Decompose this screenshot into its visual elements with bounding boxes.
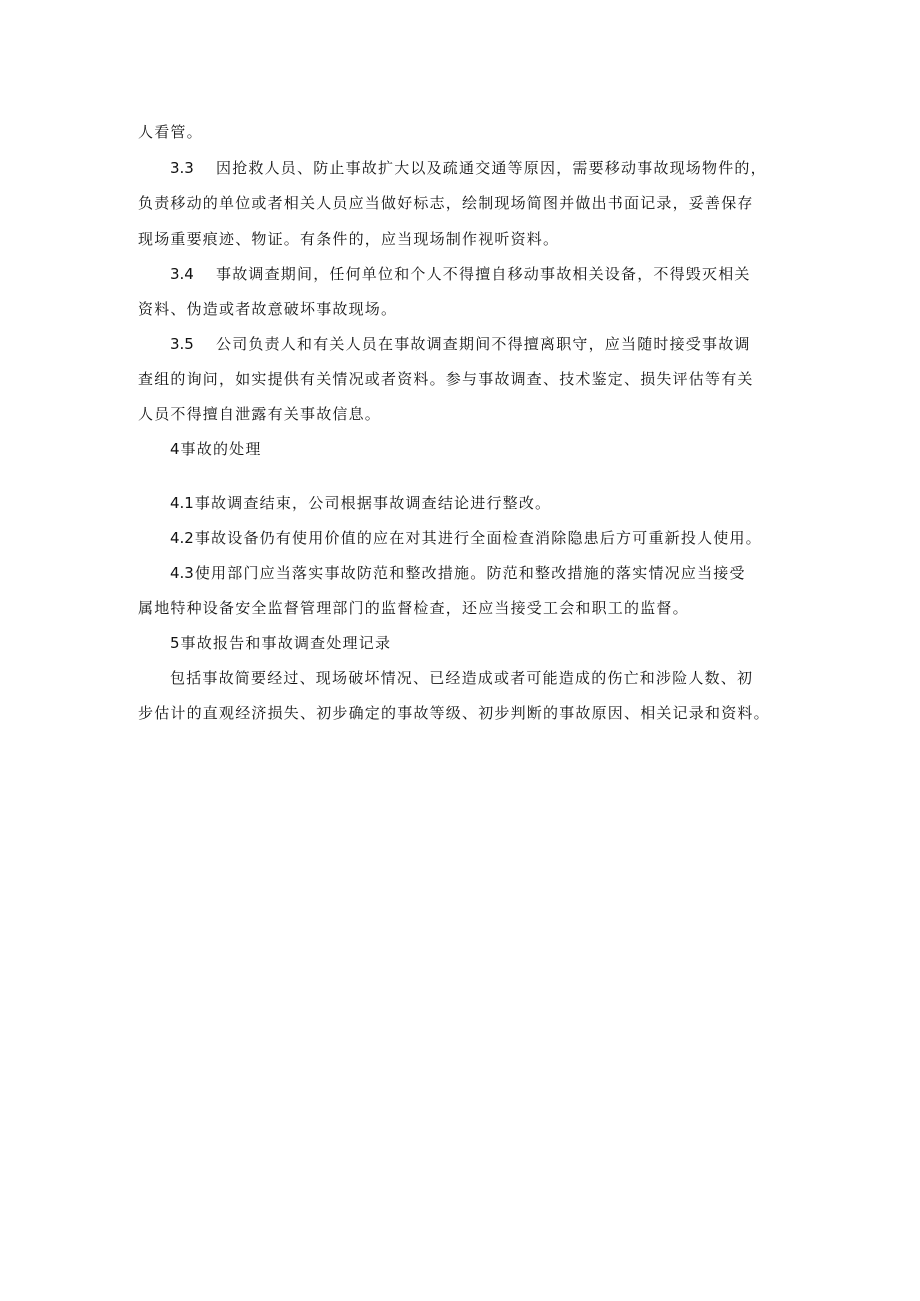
- clause-number: 3.4: [170, 265, 194, 283]
- clause-text: 因抢救人员、防止事故扩大以及疏通交通等原因，需要移动事故现场物件的，: [216, 159, 767, 177]
- clause-4-3-line-1: [170, 563, 746, 583]
- section-title: 事故报告和事故调查处理记录: [180, 634, 392, 652]
- section-5-body-line-2: 步估计的直观经济损失、初步确定的事故等级、初步判断的事故原因、相关记录和资料。: [138, 704, 770, 722]
- section-title: 事故的处理: [180, 440, 262, 458]
- clause-number: 4.3: [170, 564, 194, 582]
- clause-3-5-line-1: [170, 334, 751, 354]
- clause-3-5-line-3: 人员不得擅自泄露有关事故信息。: [138, 405, 382, 423]
- clause-3-3-line-3: 现场重要痕迹、物证。有条件的，应当现场制作视听资料。: [138, 230, 560, 248]
- clause-4-3-line-2: 属地特种设备安全监督管理部门的监督检查，还应当接受工会和职工的监督。: [138, 599, 689, 617]
- section-number: 5: [170, 634, 180, 652]
- clause-3-3-line-1: [170, 158, 767, 178]
- clause-number: 4.1: [170, 494, 194, 512]
- clause-text: 公司负责人和有关人员在事故调查期间不得擅离职守，应当随时接受事故调: [216, 335, 751, 353]
- clause-4-1: [170, 493, 551, 513]
- paragraph-continuation: 人看管。: [138, 123, 203, 141]
- clause-3-5-line-2: 查组的询问，如实提供有关情况或者资料。参与事故调查、技术鉴定、损失评估等有关: [138, 370, 754, 388]
- section-number: 4: [170, 440, 180, 458]
- clause-number: 3.5: [170, 335, 194, 353]
- clause-4-2: [170, 528, 762, 548]
- section-5-heading: [170, 633, 391, 653]
- clause-number: 3.3: [170, 159, 194, 177]
- clause-3-4-line-2: 资料、伪造或者故意破坏事故现场。: [138, 300, 398, 318]
- clause-text: 事故调查结束，公司根据事故调查结论进行整改。: [194, 494, 552, 512]
- clause-text: 使用部门应当落实事故防范和整改措施。防范和整改措施的落实情况应当接受: [194, 564, 746, 582]
- clause-3-4-line-1: [170, 264, 751, 284]
- clause-text: 事故调查期间，任何单位和个人不得擅自移动事故相关设备，不得毁灭相关: [216, 265, 751, 283]
- clause-number: 4.2: [170, 529, 194, 547]
- section-4-heading: [170, 439, 262, 459]
- clause-text: 事故设备仍有使用价值的应在对其进行全面检查消除隐患后方可重新投人使用。: [194, 529, 762, 547]
- section-5-body-line-1: 包括事故简要经过、现场破坏情况、已经造成或者可能造成的伤亡和涉险人数、初: [170, 669, 754, 687]
- clause-3-3-line-2: 负责移动的单位或者相关人员应当做好标志，绘制现场简图并做出书面记录，妥善保存: [138, 194, 754, 212]
